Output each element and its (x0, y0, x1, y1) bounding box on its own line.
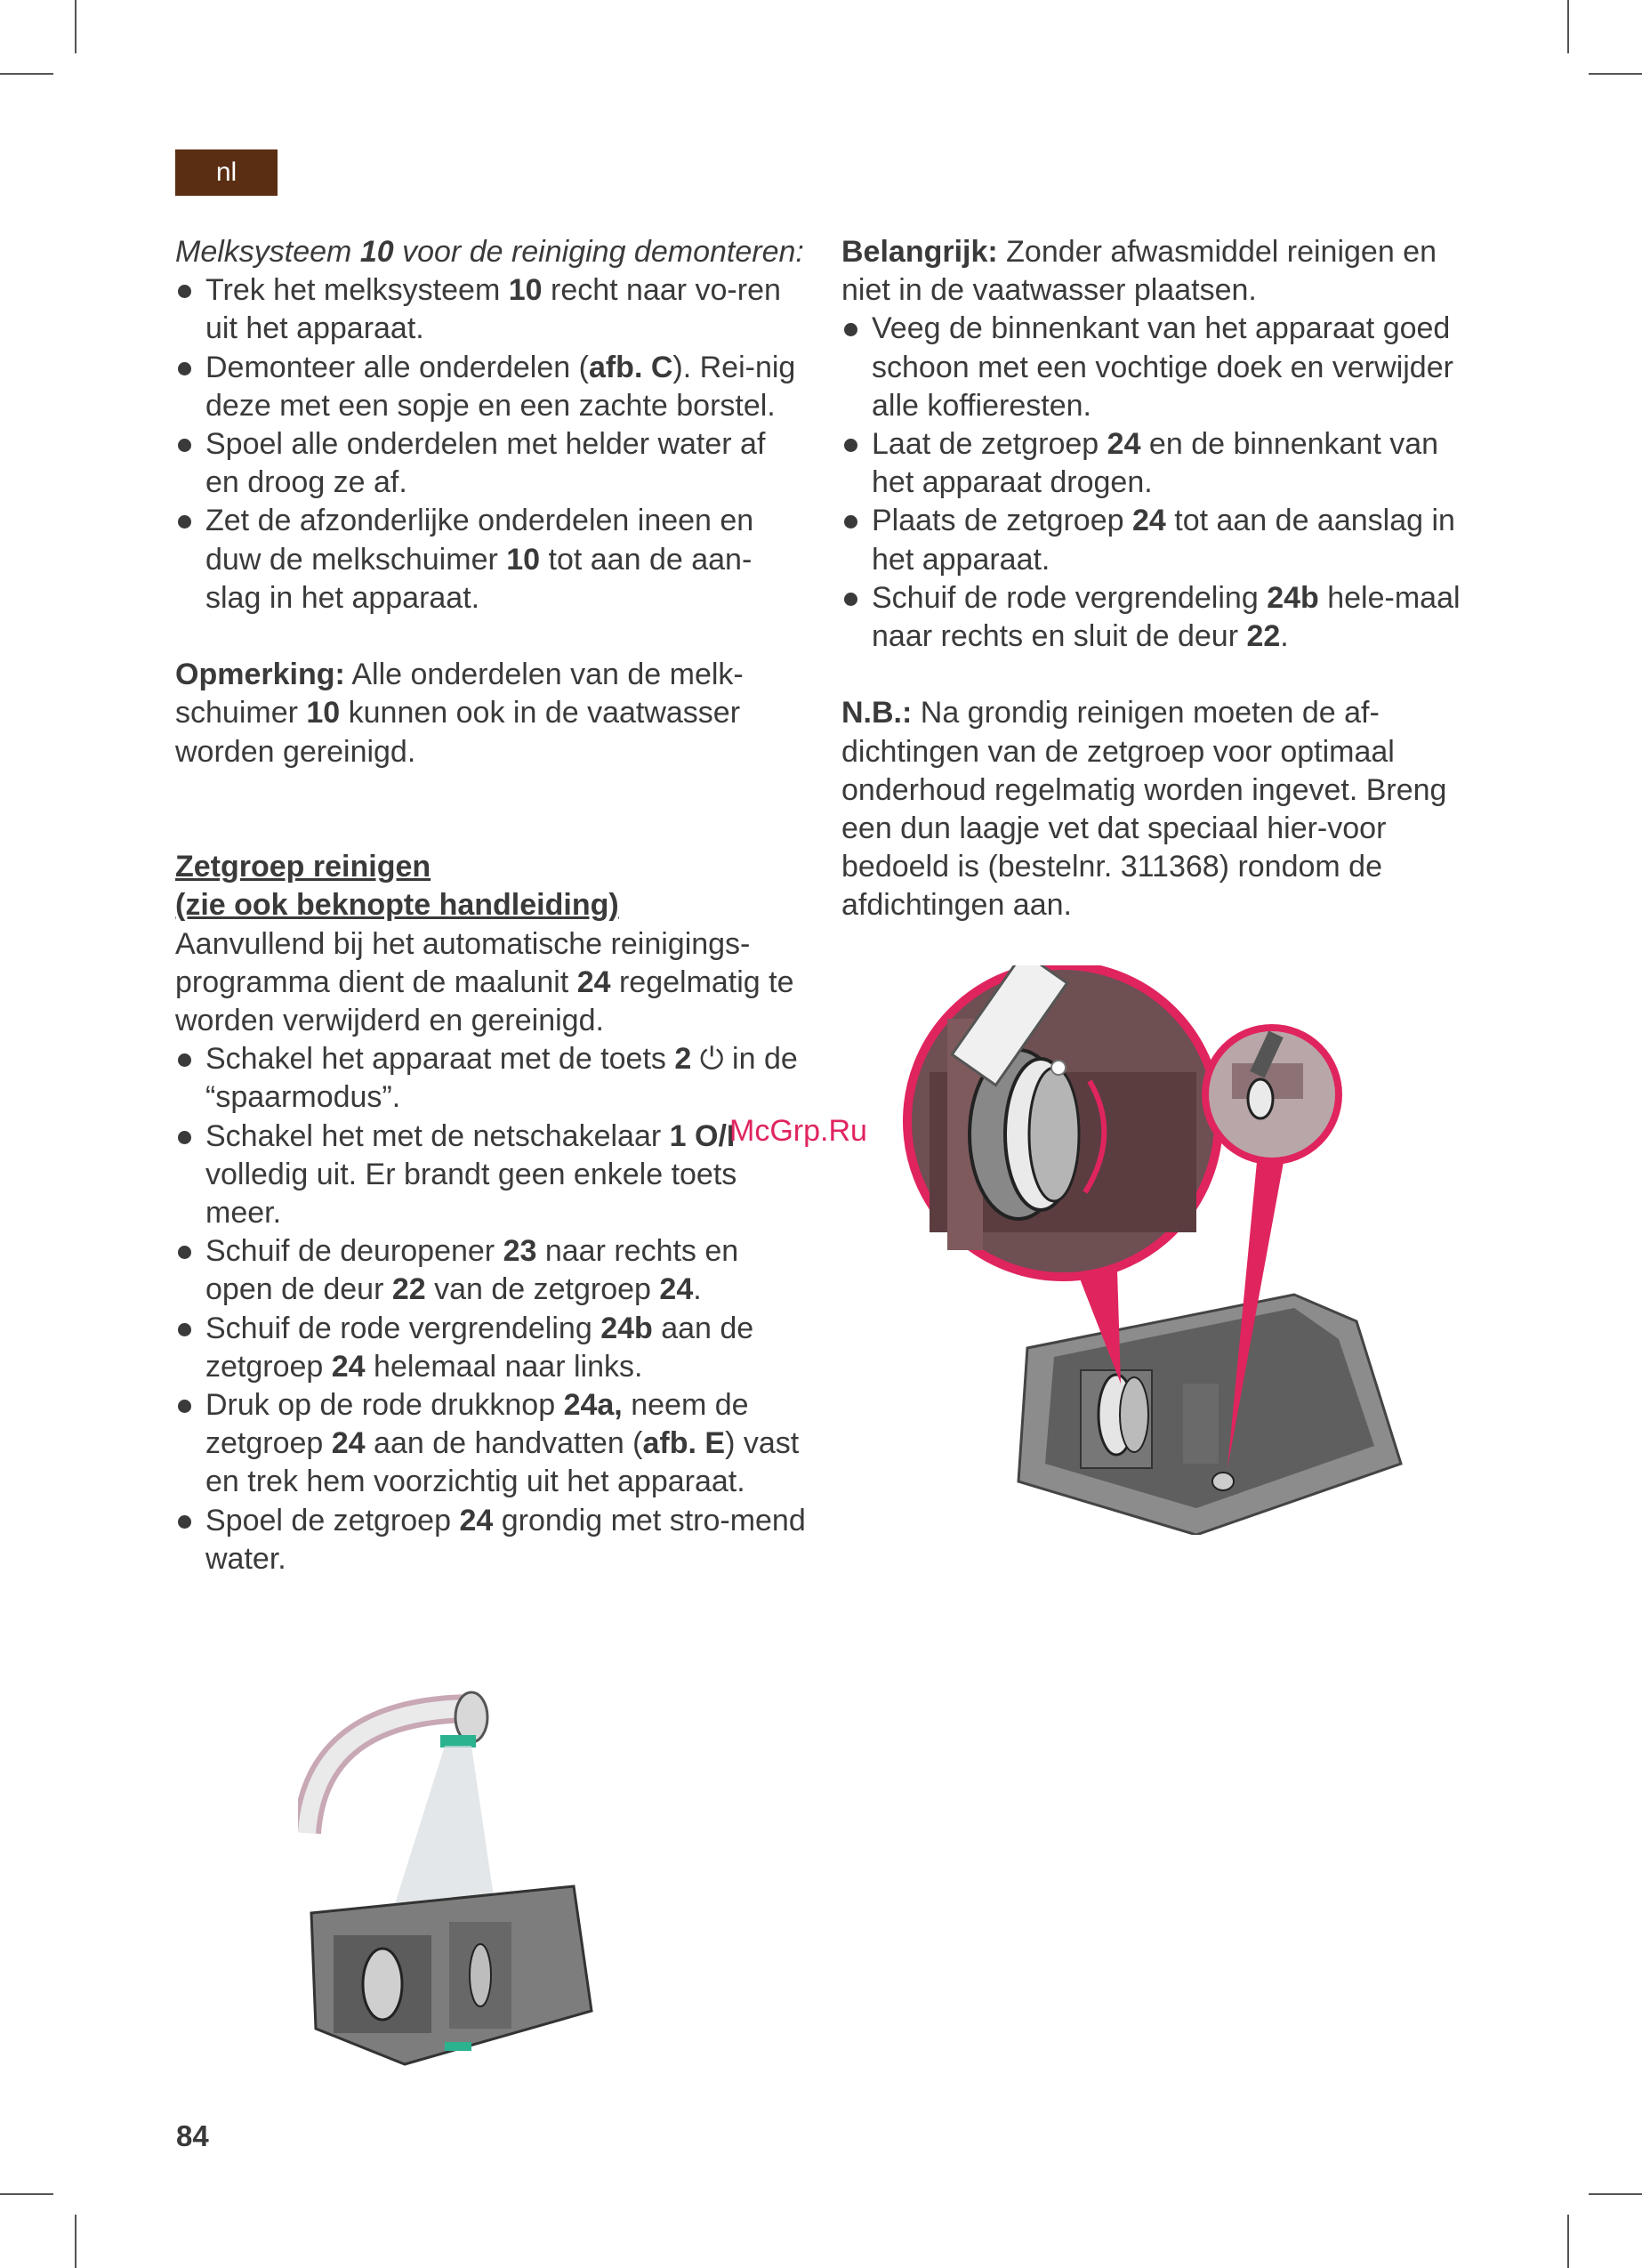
list-item: Schakel het apparaat met de toets 2 ⏻ in de “spaarmodus”. (175, 1040, 807, 1117)
list-item: Spoel alle onderdelen met helder water af en droog ze af. (175, 425, 807, 502)
list-item: Demonteer alle onderdelen (afb. C). Rei-nig deze met een sopje en een zachte borstel. (175, 349, 807, 425)
section-subheading: (zie ook beknopte handleiding) (175, 888, 619, 923)
list-item: Laat de zetgroep 24 en de binnenkant van het apparaat drogen. (841, 425, 1473, 502)
section-intro: Aanvullend bij het automatische reinigings-programma dient de maalunit 24 regelmatig te worden verwijderd en gereinigd. (175, 926, 794, 1038)
page-number: 84 (176, 2119, 209, 2152)
section-heading: Zetgroep reinigen (175, 850, 431, 884)
right-column (841, 233, 1473, 925)
list-item: Schuif de deuropener 23 naar rechts en open de deur 22 van de zetgroep 24. (175, 1232, 807, 1309)
list-item: Trek het melksysteem 10 recht naar vo-ren uit het apparaat. (175, 271, 807, 348)
crop-mark (0, 2193, 53, 2195)
crop-mark (1589, 2193, 1642, 2195)
note-paragraph: Opmerking: Alle onderdelen van de melk-schuimer 10 kunnen ook in de vaatwasser worden gereinigd. (175, 658, 744, 769)
list-item: Zet de afzonderlijke onderdelen ineen en duw de melkschuimer 10 tot aan de aan-slag in het apparaat. (175, 502, 807, 617)
reassembly-steps-list (841, 310, 1473, 656)
crop-mark (0, 73, 53, 75)
crop-mark (1567, 0, 1569, 53)
grease-seals-illustration (876, 965, 1428, 1535)
important-paragraph: Belangrijk: Zonder afwasmiddel reinigen en niet in de vaatwasser plaatsen. (841, 235, 1437, 308)
watermark: McGrp.Ru (729, 1114, 867, 1148)
list-item: Schuif de rode vergrendeling 24b aan de zetgroep 24 helemaal naar links. (175, 1310, 807, 1386)
list-item: Plaats de zetgroep 24 tot aan de aanslag in het apparaat. (841, 502, 1473, 578)
rinse-brew-group-illustration (298, 1691, 618, 2082)
crop-mark (75, 0, 76, 53)
crop-mark (1567, 2215, 1569, 2268)
intro-line: Melksysteem 10 voor de reiniging demonteren: (175, 235, 804, 269)
milk-steps-list (175, 271, 807, 617)
list-item: Schakel het met de netschakelaar 1 O/I volledig uit. Er brandt geen enkele toets meer. (175, 1118, 807, 1233)
brew-group-steps-list (175, 1040, 807, 1578)
list-item: Veeg de binnenkant van het apparaat goed schoon met een vochtige doek en verwijder alle koffieresten. (841, 310, 1473, 425)
list-item: Spoel de zetgroep 24 grondig met stro-mend water. (175, 1502, 807, 1578)
list-item: Druk op de rode drukknop 24a, neem de zetgroep 24 aan de handvatten (afb. E) vast en trek hem voorzichtig uit het apparaat. (175, 1386, 807, 1502)
language-tab: nl (175, 149, 278, 196)
crop-mark (1589, 73, 1642, 75)
left-column (175, 233, 807, 1578)
nb-paragraph: N.B.: Na grondig reinigen moeten de af-dichtingen van de zetgroep voor optimaal onderhoud regelmatig worden ingevet. Breng een dun laagje vet dat speciaal hier-voor bedoeld is (bestelnr. 311368) rondom de afdichtingen aan. (841, 696, 1447, 923)
list-item: Schuif de rode vergrendeling 24b hele-maal naar rechts en sluit de deur 22. (841, 579, 1473, 656)
crop-mark (75, 2215, 76, 2268)
